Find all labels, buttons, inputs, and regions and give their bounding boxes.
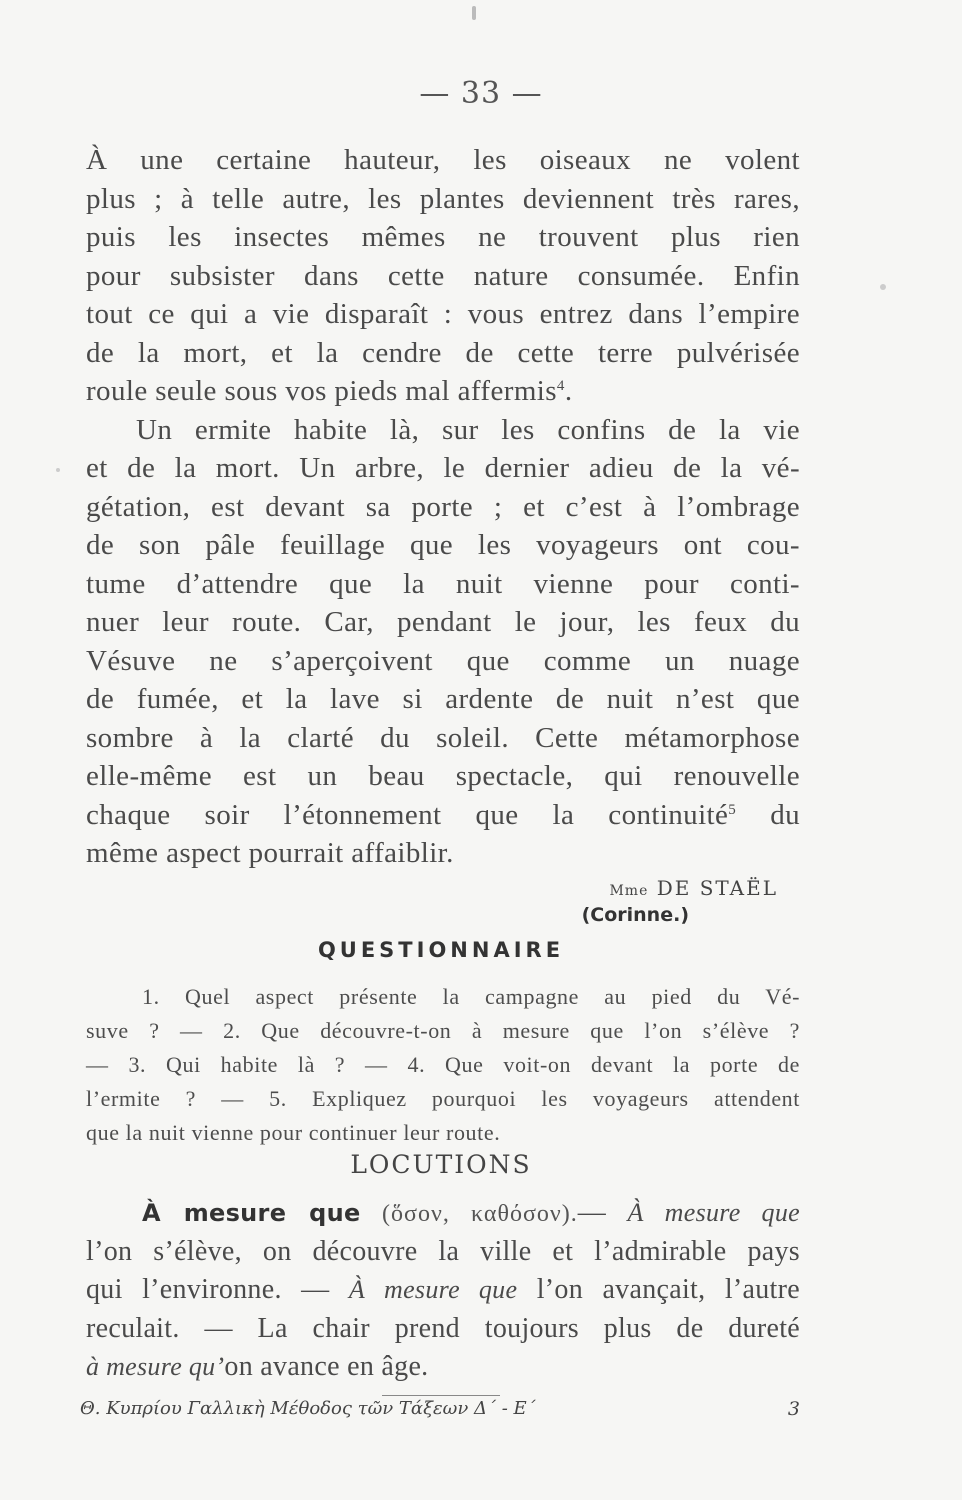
- paper-speck: [56, 468, 60, 472]
- passage-line-text: même aspect pourrait affaiblir.: [86, 837, 454, 869]
- passage-line-text: sombre à la clarté du soleil. Cette métamorphose: [86, 721, 800, 754]
- locution-example-text: l’on s’élève, on découvre la ville et l’admirable pays: [86, 1235, 800, 1267]
- author-attribution: [538, 876, 778, 900]
- passage-line-text: Un ermite habite là, sur les confins de la vie: [136, 413, 800, 446]
- locution-example-italic: à mesure qu’: [86, 1352, 225, 1381]
- author-name: DE STAËL: [656, 876, 778, 900]
- passage-line: [86, 411, 800, 450]
- passage-line-text: À une certaine hauteur, les oiseaux ne volent: [86, 144, 800, 176]
- passage-line-text: et de la mort. Un arbre, le dernier adieu de la vé-: [86, 452, 800, 484]
- passage-text: [86, 141, 800, 873]
- paper-speck: [880, 284, 886, 290]
- passage-line-text: Vésuve ne s’aperçoivent que comme un nuage: [86, 644, 800, 677]
- passage-line: [86, 603, 800, 642]
- locution-example-italic: À mesure que: [627, 1198, 800, 1227]
- passage-line: [86, 565, 800, 604]
- passage-line: [86, 526, 800, 565]
- locutions-text: [86, 1194, 800, 1387]
- signature-mark: 3: [787, 1398, 800, 1420]
- question-line: — 3. Qui habite là ? — 4. Que voit-on devant la porte de: [86, 1052, 800, 1077]
- passage-line-text: tume d’attendre que la nuit vienne pour conti-: [86, 567, 800, 600]
- passage-line: [86, 834, 800, 873]
- passage-line-text: plus ; à telle autre, les plantes deviennent très rares,: [86, 182, 800, 215]
- author-title: Mme: [609, 883, 649, 899]
- passage-line: [86, 334, 800, 373]
- passage-line: [86, 449, 800, 488]
- passage-line-text: chaque soir l’étonnement que la continuité: [86, 798, 729, 831]
- passage-line: [86, 757, 800, 796]
- passage-line: [86, 295, 800, 334]
- question-line: 1. Quel aspect présente la campagne au pied du Vé-: [142, 984, 800, 1009]
- footer-rule: [382, 1395, 500, 1396]
- passage-line-text: pour subsister dans cette nature consumée. Enfin: [86, 259, 800, 292]
- passage-line-text: nuer leur route. Car, pendant le jour, les feux du: [86, 606, 800, 638]
- footnote-mark: 4: [556, 378, 565, 394]
- locution-example-text: reculait. — La chair prend toujours plus de dureté: [86, 1312, 800, 1344]
- locution-line: [86, 1233, 800, 1272]
- passage-line-text: roule seule sous vos pieds mal affermis: [86, 375, 557, 407]
- source-title: (Corinne.): [581, 904, 689, 926]
- paper-speck: [472, 6, 476, 20]
- passage-line: [86, 218, 800, 257]
- passage-line: [86, 372, 800, 411]
- footer-text: Θ. Κυπρίου Γαλλικὴ Μέθοδος τῶν Τάξεων Δ΄ - Ε΄: [80, 1398, 536, 1419]
- locution-example-italic: À mesure que: [348, 1275, 518, 1304]
- question-line: que la nuit vienne pour continuer leur route.: [86, 1120, 501, 1145]
- locution-line: [86, 1271, 800, 1310]
- passage-line-tail: .: [564, 375, 573, 407]
- page-number: — 33 —: [419, 76, 543, 111]
- questionnaire-text: [86, 980, 800, 1150]
- footnote-mark: 5: [728, 801, 737, 818]
- passage-line: [86, 180, 800, 219]
- passage-line: [86, 141, 800, 180]
- page-footer: [80, 1398, 800, 1420]
- locution-example-text: l’on avançait, l’autre: [517, 1274, 800, 1305]
- locution-line: [86, 1310, 800, 1349]
- passage-line: [86, 257, 800, 296]
- locution-example-text: qui l’environne. —: [86, 1274, 349, 1305]
- question-line: l’ermite ? — 5. Expliquez pourquoi les voyageurs attendent: [86, 1086, 800, 1111]
- locutions-heading: LOCUTIONS: [350, 1150, 532, 1179]
- question-line: suve ? — 2. Que découvre-t-on à mesure que l’on s’élève ?: [86, 1018, 800, 1043]
- passage-line-text: de fumée, et la lave si ardente de nuit n’est que: [86, 683, 800, 715]
- passage-line-text: de son pâle feuillage que les voyageurs ont cou-: [86, 529, 800, 561]
- passage-line: [86, 796, 800, 835]
- locution-line: [86, 1348, 800, 1387]
- locution-greek: (ὅσον, καθόσον).: [382, 1201, 578, 1227]
- passage-line: [86, 719, 800, 758]
- passage-line: [86, 488, 800, 527]
- locution-term: À mesure que: [142, 1199, 361, 1227]
- passage-line-text: gétation, est devant sa porte ; et c’est à l’ombrage: [86, 490, 800, 523]
- locution-example-text: —: [577, 1197, 628, 1228]
- questionnaire-heading: QUESTIONNAIRE: [317, 938, 565, 962]
- passage-line: [86, 642, 800, 681]
- locution-example-text: on avance en âge.: [224, 1351, 429, 1382]
- passage-line-text: elle-même est un beau spectacle, qui renouvelle: [86, 760, 800, 792]
- passage-line: [86, 680, 800, 719]
- passage-line-text: de la mort, et la cendre de cette terre pulvérisée: [86, 336, 800, 369]
- passage-line-text: puis les insectes mêmes ne trouvent plus rien: [86, 221, 800, 253]
- locution-line: [86, 1194, 800, 1233]
- passage-line-text: tout ce qui a vie disparaît : vous entrez dans l’empire: [86, 298, 800, 330]
- passage-line-tail: du: [736, 798, 801, 831]
